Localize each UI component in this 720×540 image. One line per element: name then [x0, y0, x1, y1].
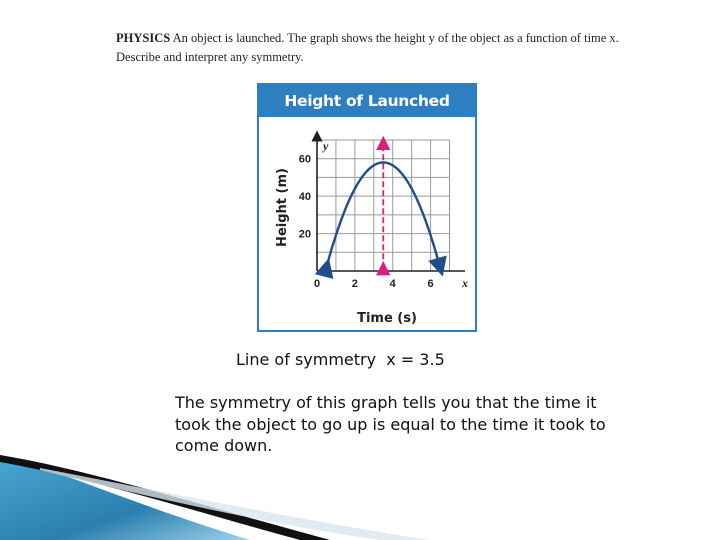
y-axis-title: Height (m) [275, 168, 290, 247]
line-of-symmetry-text: Line of symmetry x = 3.5 [236, 350, 445, 369]
x-tick-label: 0 [313, 278, 321, 290]
chart-panel [257, 83, 477, 332]
y-tick-label: 40 [298, 191, 311, 204]
chart-title: Height of Launched Object [259, 85, 475, 117]
x-axis-name: x [462, 276, 468, 290]
problem-text: An object is launched. The graph shows the height y of the object as a function of time x. Describe and interpret any symmetry. [116, 31, 619, 64]
y-tick-label: 20 [298, 228, 311, 241]
y-axis-name: y [323, 139, 329, 153]
x-tick-label: 4 [389, 278, 396, 290]
x-tick-label: 6 [427, 278, 434, 290]
problem-label: PHYSICS [116, 31, 171, 45]
y-tick-label: 60 [298, 153, 311, 166]
symmetry-interpretation-text: The symmetry of this graph tells you that the time it took the object to go up is equal to the time it took to come down. [175, 393, 606, 455]
parabola-chart [259, 85, 475, 330]
x-tick-label: 2 [351, 278, 358, 290]
problem-statement [116, 29, 636, 67]
x-axis-title: Time (s) [357, 311, 417, 326]
